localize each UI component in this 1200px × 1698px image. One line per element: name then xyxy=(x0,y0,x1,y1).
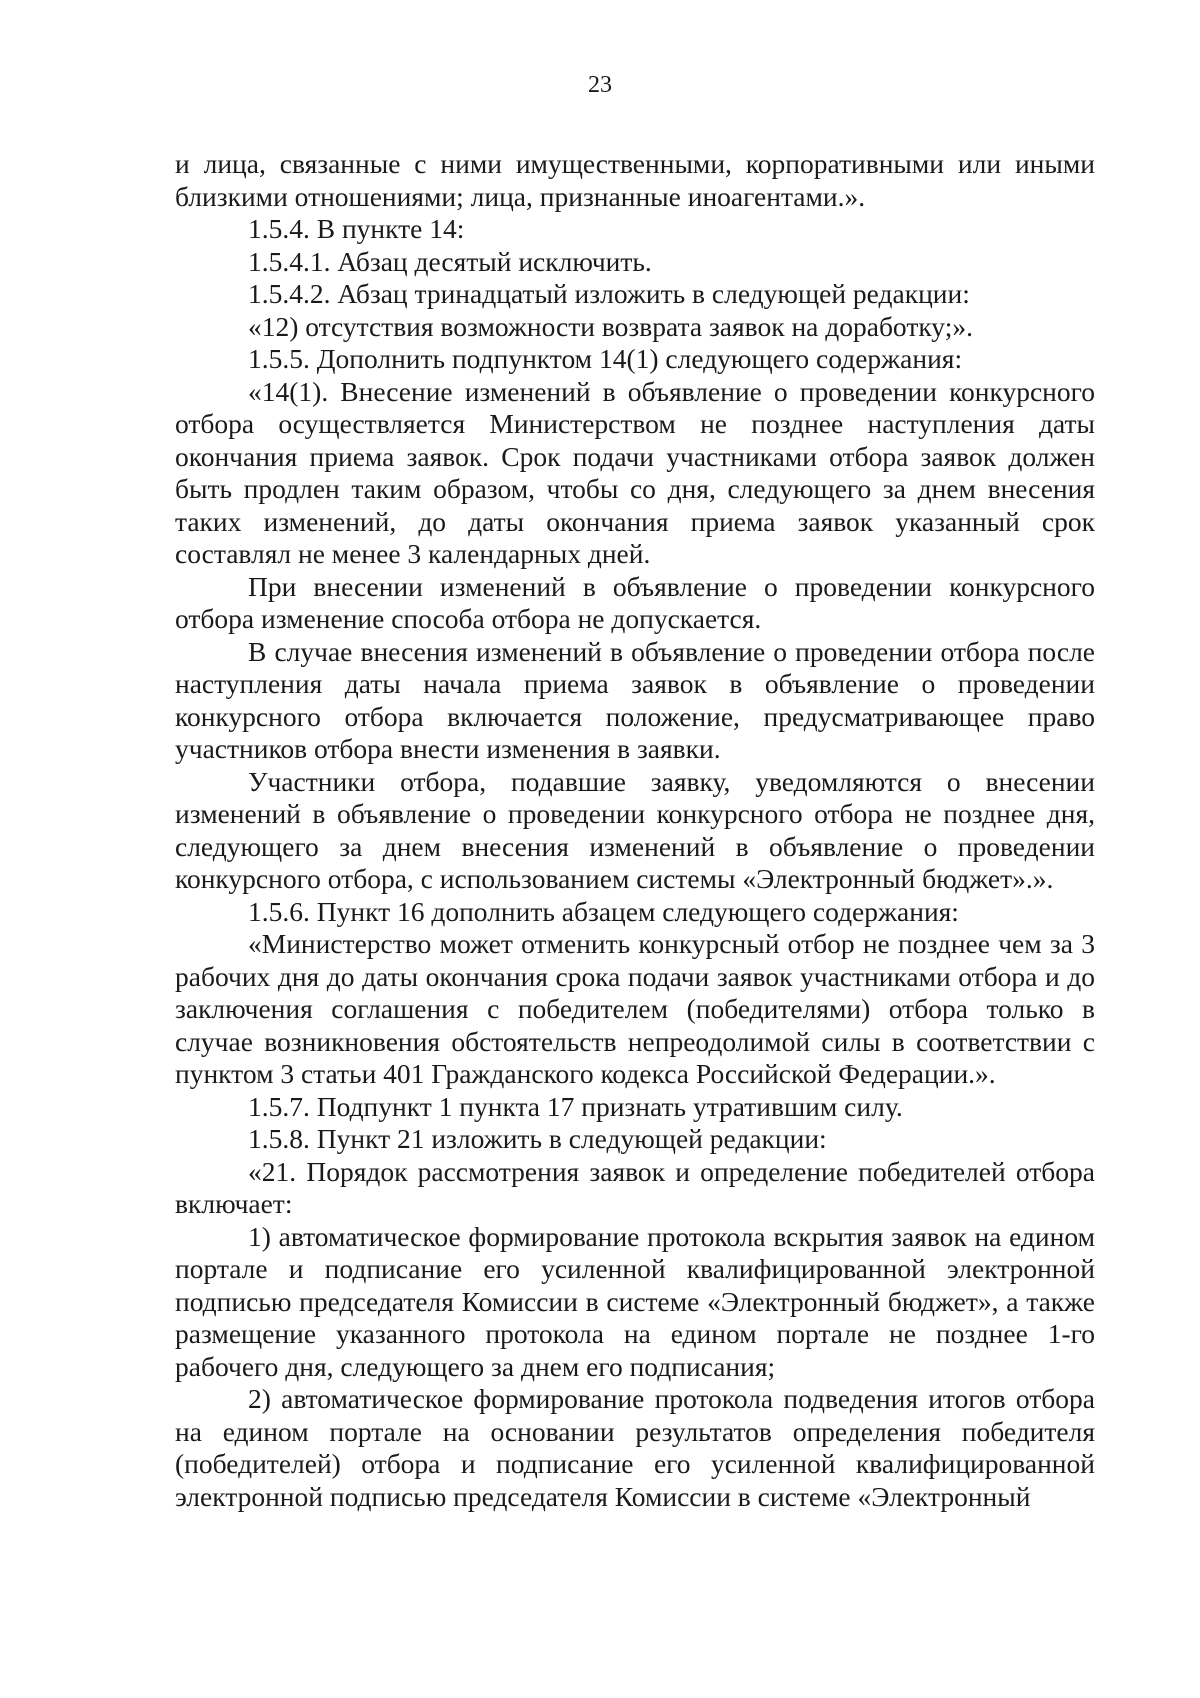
paragraph-quote-12: «12) отсутствия возможности возврата заявок на доработку;». xyxy=(248,310,973,342)
paragraph-1-5-4: 1.5.4. В пункте 14: xyxy=(248,213,465,244)
paragraph-1-5-6: 1.5.6. Пункт 16 дополнить абзацем следующего содержания: xyxy=(248,895,959,927)
paragraph-1-5-8: 1.5.8. Пункт 21 изложить в следующей редакции: xyxy=(248,1123,827,1154)
paragraph-cancel-selection: «Министерство может отменить конкурсный отбор не позднее чем за 3 рабочих дня до даты окончания срока подачи заявок участниками отбора и до заключения соглашения с победителем (победителями) отбора только в случае возникновения обстоятельств непреодолимой силы в соответствии с пунктом 3 статьи 401 Гражданского кодекса Российской Федерации.». xyxy=(175,928,1095,1089)
page-number: 23 xyxy=(588,72,612,98)
paragraph-after-start: В случае внесения изменений в объявление о проведении отбора после наступления даты начала приема заявок в объявление о проведении конкурсного отбора включается положение, предусматривающее право участников отбора внести изменения в заявки. xyxy=(175,635,1095,764)
paragraph-1-5-7: 1.5.7. Подпункт 1 пункта 17 признать утратившим силу. xyxy=(248,1090,903,1122)
document-body xyxy=(175,148,1095,1513)
paragraph-1-5-5: 1.5.5. Дополнить подпунктом 14(1) следующего содержания: xyxy=(248,343,963,374)
paragraph-item-2: 2) автоматическое формирование протокола подведения итогов отбора на едином портале на основании результатов определения победителя (победителей) отбора и подписание его усиленной квалифицированной электронной подписью председателя Комиссии в системе «Электронный xyxy=(175,1383,1095,1512)
paragraph-method-change: При внесении изменений в объявление о проведении конкурсного отбора изменение способа отбора не допускается. xyxy=(175,570,1095,634)
paragraph-14-1: «14(1). Внесение изменений в объявление о проведении конкурсного отбора осуществляется Министерством не позднее наступления даты окончания приема заявок. Срок подачи участниками отбора заявок должен быть продлен таким образом, чтобы со дня, следующего за днем внесения таких изменений, до даты окончания приема заявок указанный срок составлял не менее 3 календарных дней. xyxy=(175,375,1095,569)
paragraph-continuation: и лица, связанные с ними имущественными, корпоративными или иными близкими отношениями; лица, признанные иноагентами.». xyxy=(175,148,1095,212)
paragraph-notification: Участники отбора, подавшие заявку, уведомляются о внесении изменений в объявление о проведении конкурсного отбора не позднее дня, следующего за днем внесения изменений в объявление о проведении конкурсного отбора, с использованием системы «Электронный бюджет».». xyxy=(175,765,1095,894)
paragraph-21: «21. Порядок рассмотрения заявок и определение победителей отбора включает: xyxy=(175,1155,1095,1219)
paragraph-1-5-4-1: 1.5.4.1. Абзац десятый исключить. xyxy=(248,245,652,277)
paragraph-1-5-4-2: 1.5.4.2. Абзац тринадцатый изложить в следующей редакции: xyxy=(248,278,970,309)
paragraph-item-1: 1) автоматическое формирование протокола вскрытия заявок на едином портале и подписание его усиленной квалифицированной электронной подписью председателя Комиссии в системе «Электронный бюджет», а также размещение указанного протокола на едином портале не позднее 1-го рабочего дня, следующего за днем его подписания; xyxy=(175,1220,1095,1382)
